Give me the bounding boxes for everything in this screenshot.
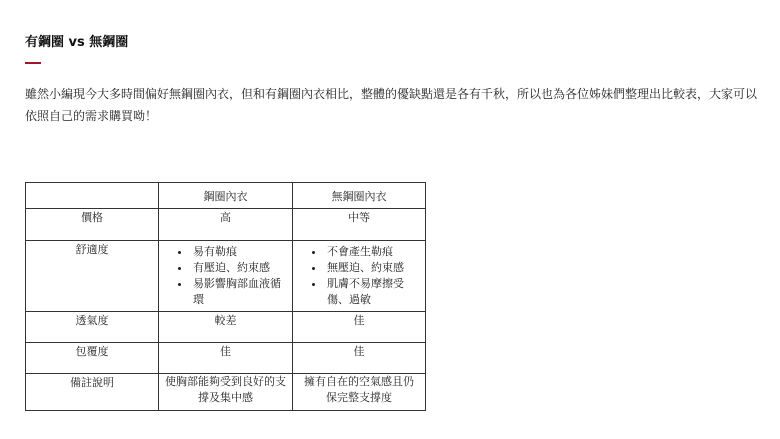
comfort-wired-list bbox=[165, 241, 286, 308]
article-title: 有鋼圈 vs 無鋼圈 bbox=[25, 35, 129, 50]
header-wireless-bra: 無鋼圈內衣 bbox=[293, 183, 426, 209]
breathability-wired-value: 較差 bbox=[158, 312, 292, 343]
list-item: • 易影響胸部血液循環 bbox=[191, 276, 286, 308]
comparison-table bbox=[25, 182, 426, 411]
comfort-wireless-cell bbox=[293, 241, 426, 312]
intro-paragraph: 雖然小編現今大多時間偏好無鋼圈內衣，但和有鋼圈內衣相比，整體的優缺點還是各有千秋，所以也為各位姊妹們整理出比較表，大家可以依照自己的需求購買呦！ bbox=[25, 87, 758, 123]
row-label-price: 價格 bbox=[26, 209, 159, 241]
list-item: • 肌膚不易摩擦受傷、過敏 bbox=[325, 276, 419, 308]
notes-wireless-value: 擁有自在的空氣感且仍保完整支撐度 bbox=[293, 374, 426, 411]
coverage-wireless-value: 佳 bbox=[293, 343, 426, 374]
price-wireless-value: 中等 bbox=[293, 209, 426, 241]
list-item: • 易有勒痕 bbox=[191, 244, 286, 260]
table-row-breathability bbox=[26, 312, 426, 343]
notes-wired-value: 使胸部能夠受到良好的支撐及集中感 bbox=[158, 374, 292, 411]
header-wired-bra: 鋼圈內衣 bbox=[158, 183, 292, 209]
row-label-coverage: 包覆度 bbox=[26, 343, 159, 374]
title-accent-line bbox=[25, 62, 41, 64]
table-row-comfort bbox=[26, 241, 426, 312]
table-header-row bbox=[26, 183, 426, 209]
list-item: • 不會產生勒痕 bbox=[325, 244, 419, 260]
coverage-wired-value: 佳 bbox=[158, 343, 292, 374]
table-row-coverage bbox=[26, 343, 426, 374]
list-item: • 有壓迫、約束感 bbox=[191, 260, 286, 276]
breathability-wireless-value: 佳 bbox=[293, 312, 426, 343]
comfort-wireless-list bbox=[299, 241, 419, 308]
row-label-comfort: 舒適度 bbox=[26, 241, 159, 312]
header-empty-cell bbox=[26, 183, 159, 209]
row-label-breathability: 透氣度 bbox=[26, 312, 159, 343]
table-row-notes bbox=[26, 374, 426, 411]
comfort-wired-cell bbox=[158, 241, 292, 312]
list-item: • 無壓迫、約束感 bbox=[325, 260, 419, 276]
table-row-price bbox=[26, 209, 426, 241]
row-label-notes: 備註說明 bbox=[26, 374, 159, 411]
price-wired-value: 高 bbox=[158, 209, 292, 241]
